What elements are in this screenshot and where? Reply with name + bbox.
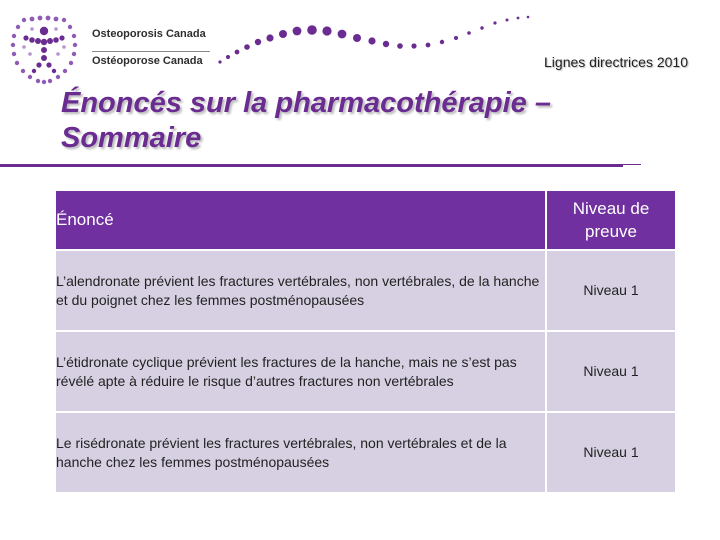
logo-text-english: Osteoporosis Canada: [92, 28, 206, 40]
level-cell: Niveau 1: [546, 250, 676, 331]
guidelines-label: Lignes directrices 2010: [544, 54, 688, 70]
logo-wordmark: [92, 27, 206, 68]
statement-cell: L’alendronate prévient les fractures vertébrales, non vertébrales, de la hanche et du poignet chez les femmes postménopausées: [55, 250, 546, 331]
summary-table: [54, 189, 677, 494]
table-header-row: [55, 190, 676, 250]
table-row: [55, 250, 676, 331]
title-underline: [0, 164, 623, 167]
slide-title-line1: Énoncés sur la pharmacothérapie –: [61, 87, 551, 119]
logo-divider: [92, 51, 210, 52]
level-cell: Niveau 1: [546, 412, 676, 493]
table-row: [55, 331, 676, 412]
osteoporosis-canada-logo-icon: [10, 14, 82, 86]
dot-wave-decoration-icon: [212, 12, 542, 76]
level-cell: Niveau 1: [546, 331, 676, 412]
header-level-of-evidence: Niveau de preuve: [546, 190, 676, 250]
slide-title: [61, 86, 681, 156]
slide-title-line2: Sommaire: [61, 122, 202, 154]
table-row: [55, 412, 676, 493]
header-statement: Énoncé: [55, 190, 546, 250]
logo-text-french: Ostéoporose Canada: [92, 55, 203, 67]
statement-cell: L’étidronate cyclique prévient les fractures de la hanche, mais ne s’est pas révélé apte à réduire le risque d’autres fractures non vertébrales: [55, 331, 546, 412]
title-underline-tail: [623, 164, 641, 165]
statement-cell: Le risédronate prévient les fractures vertébrales, non vertébrales et de la hanche chez les femmes postménopausées: [55, 412, 546, 493]
